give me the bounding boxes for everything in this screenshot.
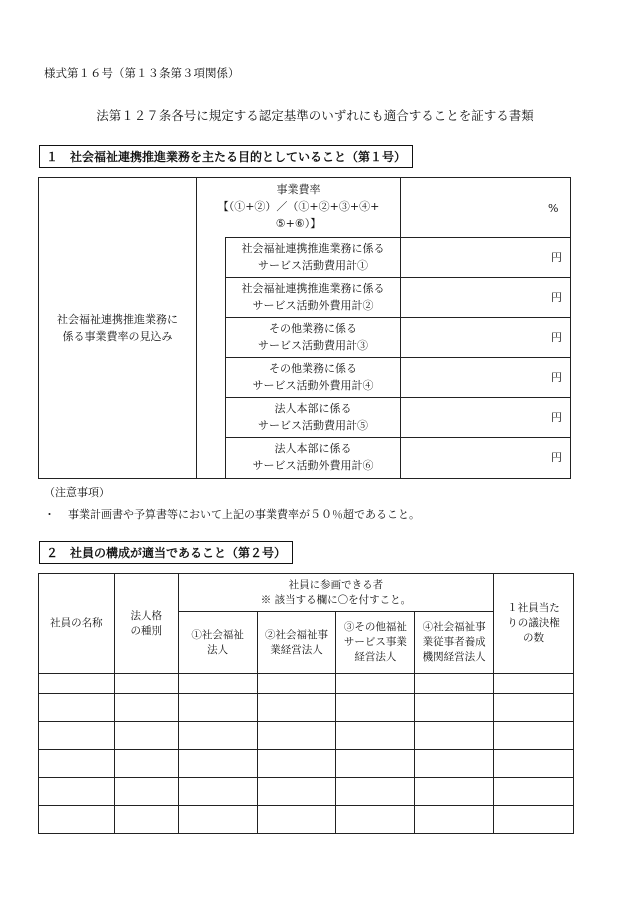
subcol-social-welfare-business-corp: ②社会福祉事 業経営法人	[257, 612, 336, 674]
yen-unit: 円	[551, 291, 562, 304]
member-name-cell[interactable]	[39, 674, 115, 694]
member-name-cell[interactable]	[39, 806, 115, 834]
section2-heading: ２ 社員の構成が適当であること（第２号）	[39, 541, 293, 564]
expense-row-label: 社会福祉連携推進業務に係る サービス活動費用計①	[241, 242, 385, 272]
table-row-divider	[225, 277, 571, 278]
votes-cell[interactable]	[494, 750, 574, 778]
expense-row-label: 法人本部に係る サービス活動費用計⑤	[258, 402, 368, 432]
check-cell-3[interactable]	[336, 694, 415, 722]
member-name-cell[interactable]	[39, 750, 115, 778]
check-cell-2[interactable]	[257, 778, 336, 806]
expense-row-label: 法人本部に係る サービス活動外費用計⑥	[252, 442, 374, 472]
check-cell-1[interactable]	[178, 750, 257, 778]
yen-unit: 円	[551, 411, 562, 424]
subcol-social-welfare-corp: ①社会福祉 法人	[178, 612, 257, 674]
votes-cell[interactable]	[494, 722, 574, 750]
members-table	[38, 573, 574, 834]
check-cell-3[interactable]	[336, 722, 415, 750]
votes-cell[interactable]	[494, 806, 574, 834]
yen-unit: 円	[551, 251, 562, 264]
expense-ratio-formula: 事業費率 【（①+②）／（①+②+③+④+ ⑤+⑥）】	[217, 183, 380, 230]
table-row	[39, 806, 574, 834]
expense-row-label: その他業務に係る サービス活動費用計③	[258, 322, 368, 352]
table-header-row	[39, 574, 574, 612]
table-row	[39, 722, 574, 750]
table-border-right	[570, 177, 571, 479]
yen-unit: 円	[551, 331, 562, 344]
check-cell-2[interactable]	[257, 750, 336, 778]
table-row-divider	[225, 397, 571, 398]
table-row-divider	[225, 317, 571, 318]
legal-type-cell[interactable]	[114, 750, 178, 778]
check-cell-1[interactable]	[178, 694, 257, 722]
check-cell-2[interactable]	[257, 722, 336, 750]
votes-cell[interactable]	[494, 674, 574, 694]
check-cell-1[interactable]	[178, 674, 257, 694]
check-cell-3[interactable]	[336, 750, 415, 778]
check-cell-2[interactable]	[257, 806, 336, 834]
check-cell-1[interactable]	[178, 778, 257, 806]
legal-type-cell[interactable]	[114, 806, 178, 834]
table-row	[39, 750, 574, 778]
check-cell-2[interactable]	[257, 674, 336, 694]
expense-row-label: 社会福祉連携推進業務に係る サービス活動外費用計②	[241, 282, 385, 312]
check-cell-4[interactable]	[415, 694, 494, 722]
col-member-name: 社員の名称	[39, 574, 115, 674]
col-legal-type: 法人格 の種別	[114, 574, 178, 674]
col-eligible-members: 社員に参画できる者 ※ 該当する欄に〇を付すこと。	[178, 574, 493, 612]
check-cell-3[interactable]	[336, 806, 415, 834]
votes-cell[interactable]	[494, 778, 574, 806]
col-votes-per-member: １社員当た りの議決権 の数	[494, 574, 574, 674]
subcol-training-institution-corp: ④社会福祉事 業従事者養成 機関経営法人	[415, 612, 494, 674]
table-divider-col3	[400, 177, 401, 479]
percent-unit: %	[548, 202, 559, 215]
check-cell-4[interactable]	[415, 722, 494, 750]
document-title: 法第１２７条各号に規定する認定基準のいずれにも適合することを証する書類	[96, 108, 534, 123]
legal-type-cell[interactable]	[114, 722, 178, 750]
form-number: 様式第１６号（第１３条第３項関係）	[44, 66, 240, 80]
check-cell-3[interactable]	[336, 674, 415, 694]
table-row-divider	[225, 437, 571, 438]
section1-heading: １ 社会福祉連携推進業務を主たる目的としていること（第１号）	[39, 145, 413, 168]
note-bullet: ・	[44, 508, 55, 521]
table-row	[39, 778, 574, 806]
table-row-divider	[225, 237, 571, 238]
check-cell-4[interactable]	[415, 806, 494, 834]
check-cell-1[interactable]	[178, 806, 257, 834]
member-name-cell[interactable]	[39, 722, 115, 750]
legal-type-cell[interactable]	[114, 694, 178, 722]
check-cell-2[interactable]	[257, 694, 336, 722]
yen-unit: 円	[551, 451, 562, 464]
expense-ratio-estimate-label: 社会福祉連携推進業務に 係る事業費率の見込み	[57, 313, 178, 343]
table-border-bottom	[38, 478, 571, 479]
notes-heading: （注意事項）	[44, 486, 110, 499]
subcol-other-welfare-service-corp: ③その他福祉 サービス事業 経営法人	[336, 612, 415, 674]
note-text: 事業計画書や予算書等において上記の事業費率が５０％超であること。	[68, 508, 420, 521]
member-name-cell[interactable]	[39, 694, 115, 722]
table-row	[39, 674, 574, 694]
legal-type-cell[interactable]	[114, 674, 178, 694]
check-cell-1[interactable]	[178, 722, 257, 750]
table-border-top	[38, 177, 571, 178]
check-cell-4[interactable]	[415, 778, 494, 806]
table-row	[39, 694, 574, 722]
member-name-cell[interactable]	[39, 778, 115, 806]
votes-cell[interactable]	[494, 694, 574, 722]
check-cell-4[interactable]	[415, 674, 494, 694]
check-cell-4[interactable]	[415, 750, 494, 778]
yen-unit: 円	[551, 371, 562, 384]
check-cell-3[interactable]	[336, 778, 415, 806]
expense-row-label: その他業務に係る サービス活動外費用計④	[252, 362, 374, 392]
table-row-divider	[225, 357, 571, 358]
legal-type-cell[interactable]	[114, 778, 178, 806]
